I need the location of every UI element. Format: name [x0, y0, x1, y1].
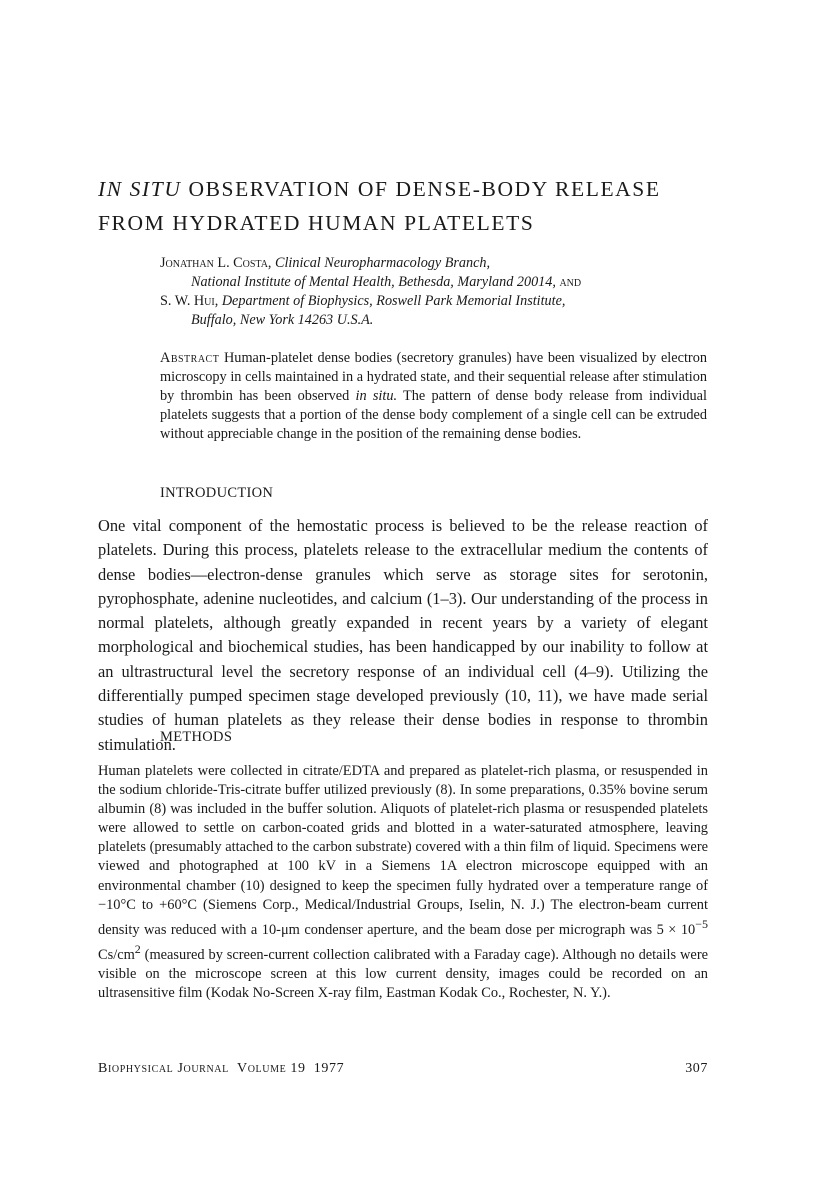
abstract-italic-term: in situ.	[355, 388, 398, 404]
methods-exponent: −5	[695, 916, 708, 931]
author-1-name: Jonathan L. Costa,	[160, 255, 272, 271]
author-2	[160, 292, 720, 311]
author-2-name: S. W. Hui,	[160, 293, 219, 309]
page-number: 307	[685, 1061, 708, 1076]
author-2-affiliation-1: Department of Biophysics, Roswell Park Memorial Institute,	[218, 293, 566, 309]
page-footer	[98, 1061, 708, 1077]
title-italic-phrase: IN SITU	[98, 177, 182, 201]
title-line-2: FROM HYDRATED HUMAN PLATELETS	[98, 211, 535, 235]
author-conjunction: and	[555, 274, 582, 290]
author-1-affiliation-1: Clinical Neuropharmacology Branch,	[271, 255, 491, 271]
footer-year: 1977	[313, 1061, 345, 1076]
methods-text-1: Human platelets were collected in citrate/EDTA and prepared as platelet-rich plasma, or resuspended in the sodium chloride-Tris-citrate buffer utilized previously (8). In some preparations, 0.35% bovine serum albumin (8) was included in the buffer solution. Aliquots of platelet-rich plasma or resuspended platelets were allowed to settle on carbon-coated grids and blotted in a water-saturated atmosphere, leaving platelets (presumably attached to the carbon substrate) covered with a thin film of liquid. Specimens were viewed and photographed at 100 kV in a Siemens 1A electron microscope equipped with an environmental chamber (10) designed to keep the specimen fully hydrated over a temperature range of −10°C to +60°C (Siemens Corp., Medical/Industrial Groups, Iselin, N. J.) The electron-beam current density was reduced with a 10-μm condenser aperture, and the beam dose per micrograph was 5 × 10	[98, 763, 708, 938]
abstract-text-2: The pattern of dense body release from individual platelets suggests that a portion of the dense body complement of a single cell can be extruded without appreciable change in the position of the remaining dense bodies.	[160, 388, 707, 442]
footer-journal: Biophysical Journal	[98, 1061, 229, 1076]
methods-heading: METHODS	[160, 729, 233, 745]
author-2-affiliation-2: Buffalo, New York 14263 U.S.A.	[191, 312, 374, 328]
methods-unit-exponent: 2	[134, 941, 141, 956]
article-title	[98, 172, 738, 240]
abstract-heading: Abstract	[160, 350, 220, 366]
title-line-1-rest: OBSERVATION OF DENSE-BODY RELEASE	[181, 177, 661, 201]
abstract-text-1: Human-platelet dense bodies (secretory granules) have been visualized by electron microscopy in cells maintained in a hydrated state, and their sequential release after stimulation by thrombin has been observed	[160, 350, 707, 404]
author-1-affiliation-line-2	[160, 273, 720, 292]
author-2-affiliation-line-2	[160, 311, 720, 330]
introduction-heading: INTRODUCTION	[160, 485, 274, 501]
methods-paragraph	[98, 762, 708, 1003]
introduction-paragraph: One vital component of the hemostatic process is believed to be the release reaction of platelets. During this process, platelets release to the extracellular medium the contents of dense bodies—electron-dense granules which serve as storage sites for serotonin, pyrophosphate, adenine nucleotides, and calcium (1–3). Our understanding of the process in normal platelets, although greatly expanded in recent years by a variety of elegant morphological and biochemical studies, has been handicapped by our inability to follow at an ultrastructural level the secretory response of an individual cell (4–9). Utilizing the differentially pumped specimen stage developed previously (10, 11), we have made serial studies of human platelets as they release their dense bodies in response to thrombin stimulation.	[98, 516, 708, 754]
title-line-1	[98, 172, 738, 206]
author-1-affiliation-2: National Institute of Mental Health, Bethesda, Maryland 20014,	[191, 274, 556, 290]
author-1	[160, 254, 720, 273]
author-block	[160, 254, 720, 330]
methods-text-2: Cs/cm	[98, 946, 135, 963]
abstract	[160, 349, 707, 444]
footer-volume: Volume 19	[237, 1061, 306, 1076]
methods-text-3: (measured by screen-current collection calibrated with a Faraday cage). Although no details were visible on the microscope screen at this low current density, images could be recorded on an ultrasensitive film (Kodak No-Screen X-ray film, Eastman Kodak Co., Rochester, N. Y.).	[98, 946, 708, 1001]
